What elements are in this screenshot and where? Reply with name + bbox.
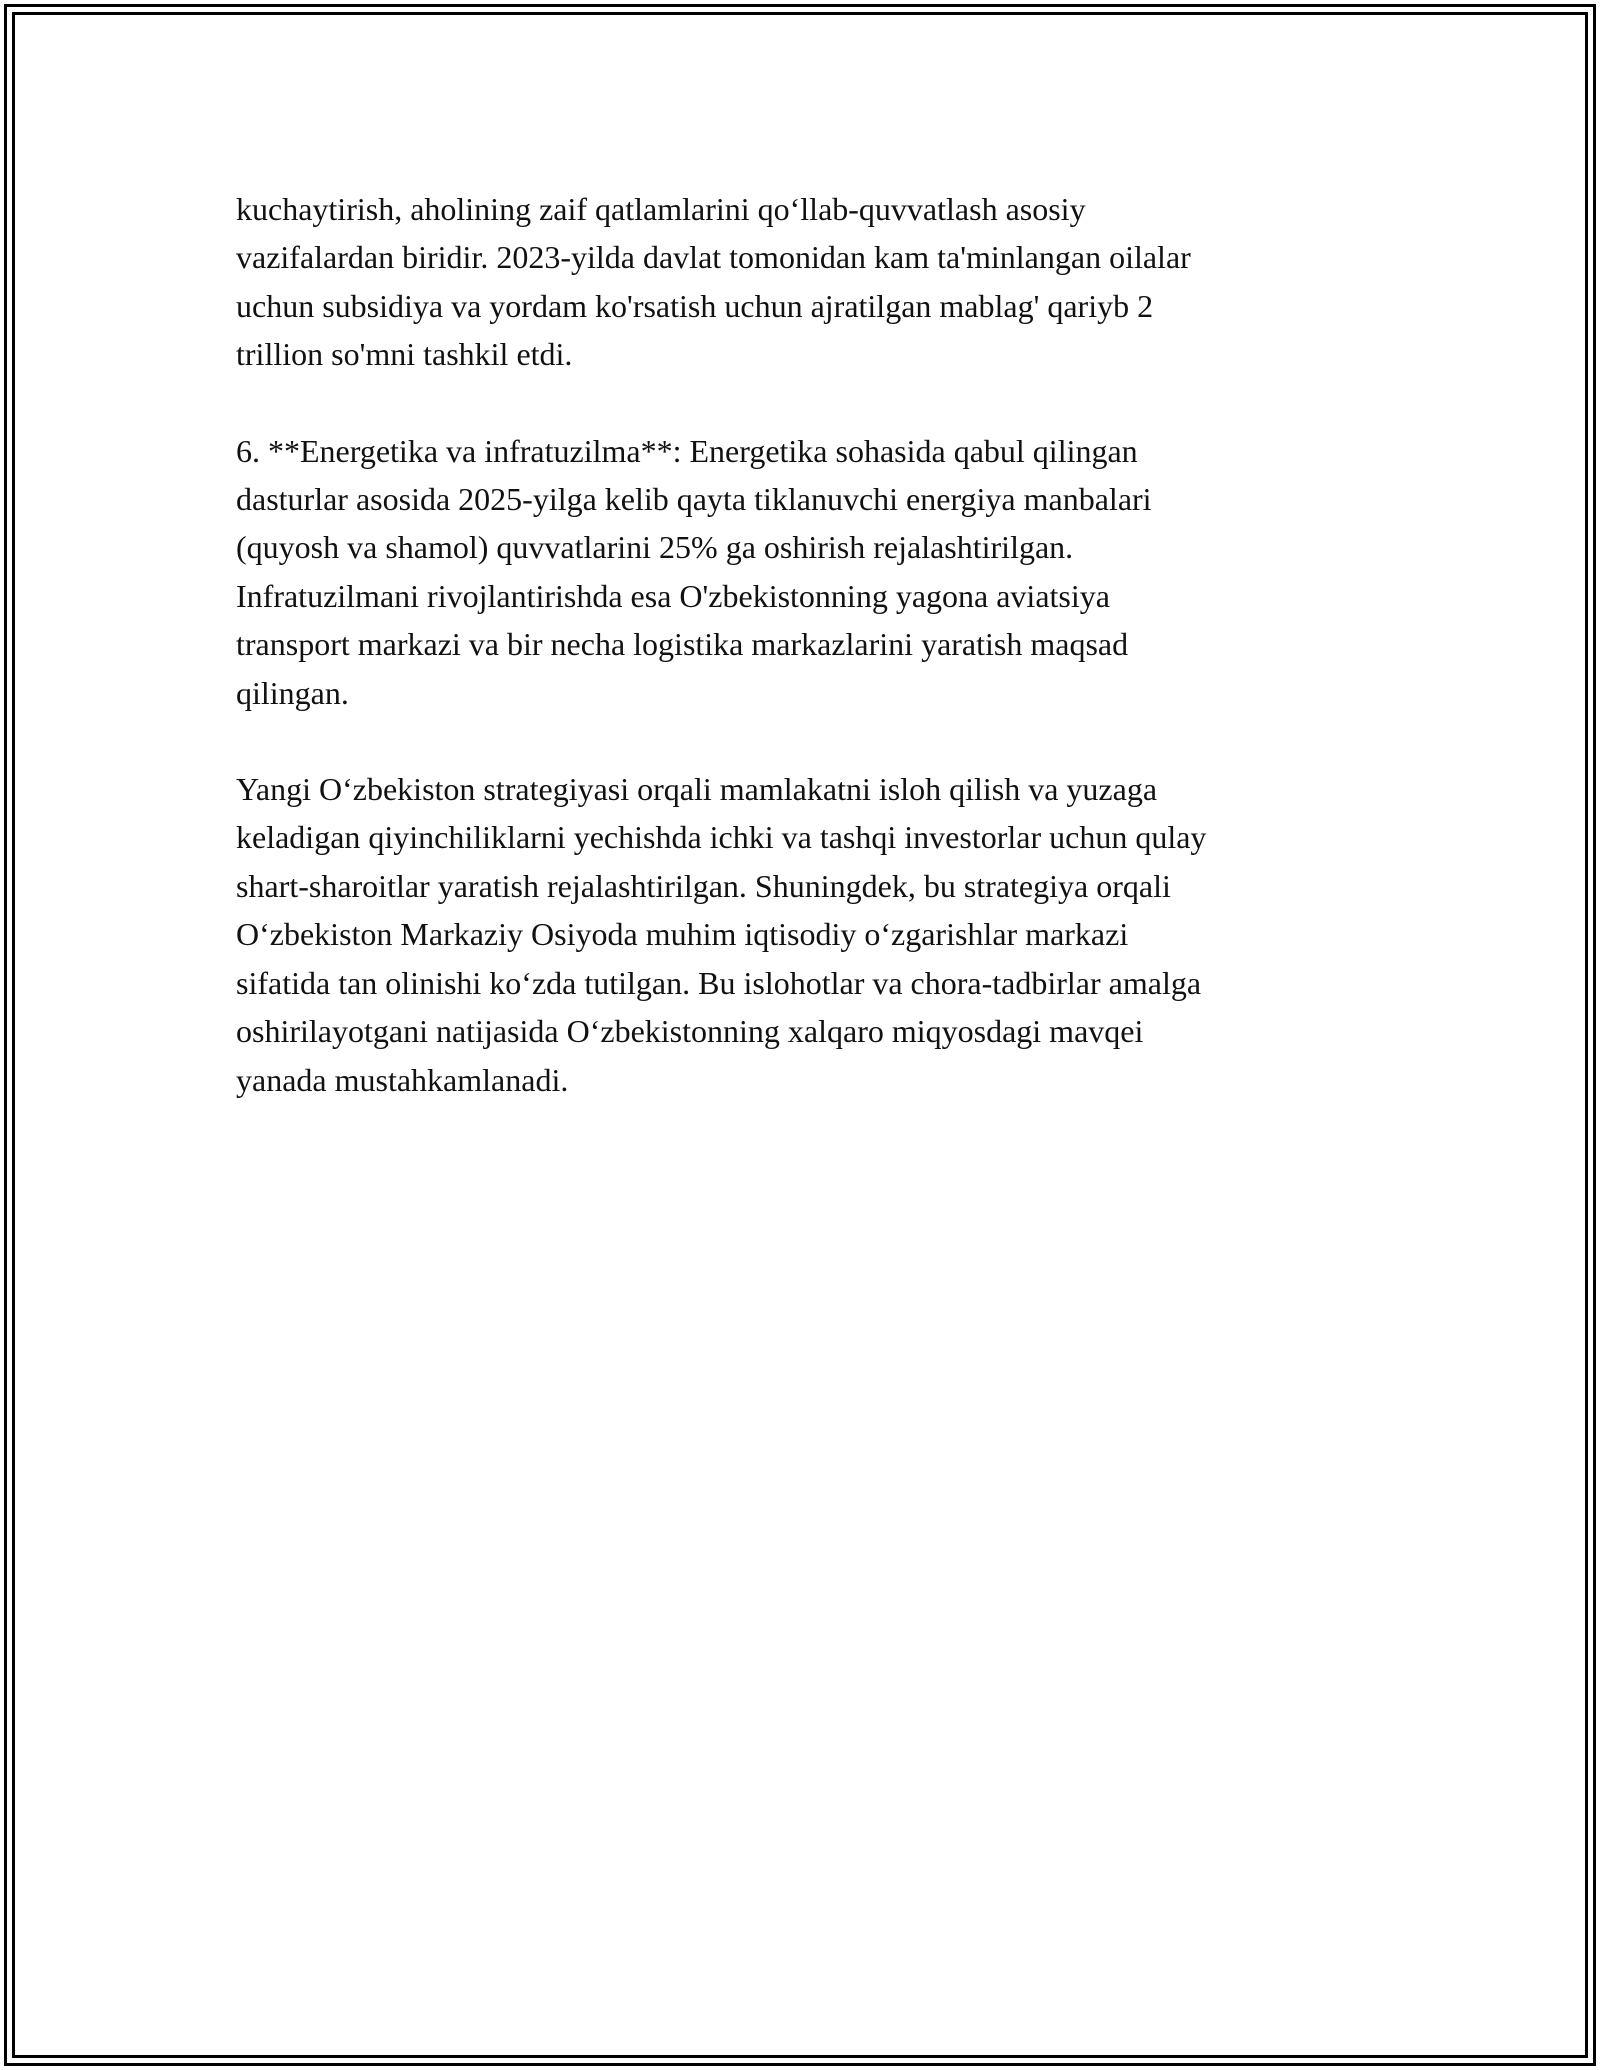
text-line: trillion so'mni tashkil etdi. xyxy=(236,336,573,373)
text-line: dasturlar asosida 2025-yilga kelib qayta tiklanuvchi energiya manbalari xyxy=(236,481,1152,518)
text-line: sifatida tan olinishi ko‘zda tutilgan. Bu islohotlar va chora-tadbirlar amalga xyxy=(236,964,1202,1001)
text-line: kuchaytirish, aholining zaif qatlamlarini qo‘llab-quvvatlash asosiy xyxy=(236,191,1086,227)
text-line: (quyosh va shamol) quvvatlarini 25% ga oshirish rejalashtirilgan. xyxy=(236,529,1074,566)
text-line: Yangi O‘zbekiston strategiyasi orqali mamlakatni isloh qilish va yuzaga xyxy=(236,771,1158,808)
text-line: Infratuzilmani rivojlantirishda esa O'zbekistonning yagona aviatsiya xyxy=(236,577,1110,614)
text-line: shart-sharoitlar yaratish rejalashtirilgan. Shuningdek, bu strategiya orqali xyxy=(236,867,1171,904)
text-line: O‘zbekiston Markaziy Osiyoda muhim iqtisodiy o‘zgarishlar markazi xyxy=(236,916,1129,953)
text-line: uchun subsidiya va yordam ko'rsatish uchun ajratilgan mablag' qariyb 2 xyxy=(236,287,1154,324)
paragraph-conclusion xyxy=(236,765,1386,1104)
paragraph-energy-infrastructure xyxy=(236,427,1386,717)
text-line: oshirilayotgani natijasida O‘zbekistonning xalqaro miqyosdagi mavqei xyxy=(236,1013,1144,1050)
paragraph-social-support xyxy=(236,185,1386,379)
text-line: yanada mustahkamlanadi. xyxy=(236,1061,569,1098)
text-line: keladigan qiyinchiliklarni yechishda ichki va tashqi investorlar uchun qulay xyxy=(236,819,1207,856)
text-line: vazifalardan biridir. 2023-yilda davlat tomonidan kam ta'minlangan oilalar xyxy=(236,239,1191,276)
document-body xyxy=(236,185,1386,1152)
text-line: qilingan. xyxy=(236,674,349,711)
text-line: 6. **Energetika va infratuzilma**: Energetika sohasida qabul qilingan xyxy=(236,432,1138,469)
text-line: transport markazi va bir necha logistika markazlarini yaratish maqsad xyxy=(236,626,1129,663)
